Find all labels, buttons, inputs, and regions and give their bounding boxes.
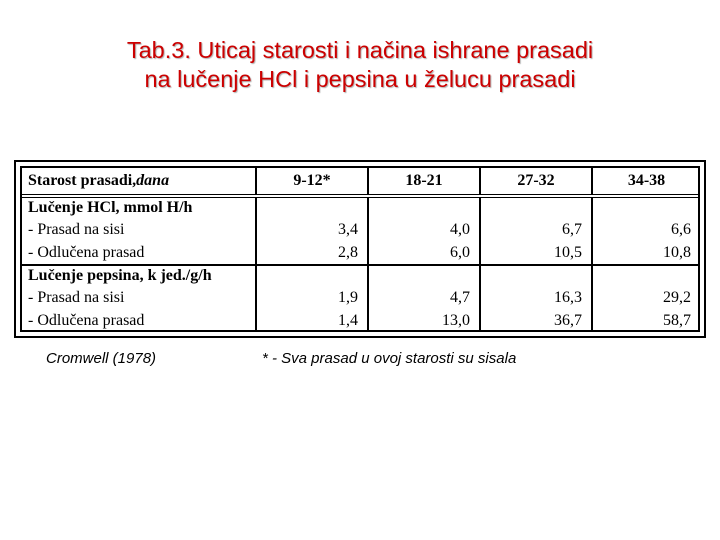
table-cell [480,218,592,265]
section-hcl-data-row [22,218,700,265]
empty-cell [368,196,480,218]
section-pepsin-labels [22,286,256,332]
value: 1,9 [338,289,358,306]
section-pepsin-data-row [22,286,700,332]
value: 2,8 [338,244,358,261]
data-table-frame [14,160,706,338]
data-table-inner-frame [20,166,700,332]
empty-cell [256,265,368,286]
title-line-2: na lučenje HCl i pepsina u želucu prasadi [144,66,576,92]
row-label: - Odlučena prasad [28,312,145,329]
slide-title [0,36,720,94]
empty-cell [256,196,368,218]
value: 29,2 [663,289,691,306]
header-col-3: 27-32 [480,168,592,196]
header-col-2: 18-21 [368,168,480,196]
value: 58,7 [663,312,691,329]
value: 36,7 [554,312,582,329]
value: 13,0 [442,312,470,329]
table-cell [256,286,368,332]
row-label: - Odlučena prasad [28,244,145,261]
row-label: - Prasad na sisi [28,221,125,238]
header-label-unit: dana [136,172,170,189]
value: 6,7 [562,221,582,238]
value: 1,4 [338,312,358,329]
table-cell [368,286,480,332]
table-cell [592,286,700,332]
header-label-main: Starost prasadi, [28,172,137,189]
table-cell [592,218,700,265]
value: 10,8 [663,244,691,261]
section-hcl-title-row [22,196,700,218]
data-table [22,168,700,332]
empty-cell [592,265,700,286]
source-citation: Cromwell (1978) [46,350,157,367]
value: 6,6 [671,221,691,238]
section-hcl-title: Lučenje HCl, mmol H/h [28,199,193,216]
footnote: * - Sva prasad u ovoj starosti su sisala [262,350,517,367]
value: 16,3 [554,289,582,306]
section-pepsin-title: Lučenje pepsina, k jed./g/h [28,267,212,284]
title-line-1: Tab.3. Uticaj starosti i načina ishrane prasadi [126,37,594,63]
section-hcl-labels [22,218,256,265]
table-cell [256,218,368,265]
value: 4,7 [450,289,470,306]
table-cell [480,286,592,332]
value: 6,0 [450,244,470,261]
table-cell [368,218,480,265]
value: 4,0 [450,221,470,238]
header-col-4: 34-38 [592,168,700,196]
empty-cell [592,196,700,218]
empty-cell [480,265,592,286]
section-pepsin-title-row [22,265,700,286]
empty-cell [368,265,480,286]
header-label [22,168,256,196]
value: 10,5 [554,244,582,261]
table-header-row [22,168,700,196]
value: 3,4 [338,221,358,238]
row-label: - Prasad na sisi [28,289,125,306]
header-col-1: 9-12* [256,168,368,196]
empty-cell [480,196,592,218]
